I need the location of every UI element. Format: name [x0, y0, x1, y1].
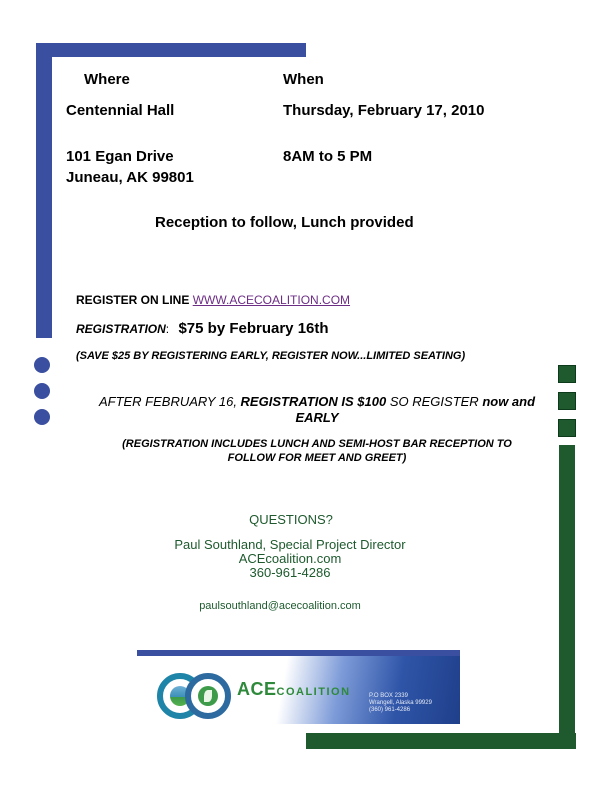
questions-heading: QUESTIONS? — [249, 512, 333, 527]
contact-name: Paul Southland, Special Project Director — [174, 537, 406, 552]
register-online-label: REGISTER ON LINE — [76, 293, 190, 307]
ace-address-line1: P.O BOX 2339 — [369, 693, 408, 699]
frame-bar-bottom — [306, 733, 576, 749]
frame-dot-2 — [34, 383, 50, 399]
where-heading: Where — [84, 71, 130, 88]
contact-email[interactable]: paulsouthland@acecoalition.com — [199, 600, 361, 612]
includes-line2: FOLLOW FOR MEET AND GREET) — [227, 452, 407, 464]
late-price: REGISTRATION IS $100 — [240, 394, 387, 409]
ace-logo-leaf-icon — [185, 673, 231, 719]
frame-bar-right — [559, 445, 575, 745]
venue-name: Centennial Hall — [66, 102, 175, 119]
late-part5: EARLY — [295, 410, 339, 425]
registration-colon: : — [165, 322, 170, 336]
ace-logo-address — [369, 693, 432, 714]
ace-logo-sub: COALITION — [276, 686, 351, 698]
frame-dot-3 — [34, 409, 50, 425]
reception-note: Reception to follow, Lunch provided — [155, 214, 414, 231]
venue-city: Juneau, AK 99801 — [66, 169, 194, 186]
venue-street: 101 Egan Drive — [66, 148, 174, 165]
event-time: 8AM to 5 PM — [283, 148, 373, 165]
contact-phone: 360-961-4286 — [249, 565, 331, 580]
contact-website: ACEcoalition.com — [238, 551, 342, 566]
register-online-line — [76, 293, 350, 307]
frame-square-1 — [558, 365, 576, 383]
registration-price-line — [76, 320, 329, 337]
contact-block — [120, 538, 460, 580]
late-part1: AFTER FEBRUARY 16, — [98, 394, 241, 409]
ace-address-line3: (360) 961-4286 — [369, 707, 411, 713]
ace-coalition-banner — [137, 650, 460, 724]
register-website-link[interactable]: WWW.ACECOALITION.COM — [192, 293, 351, 307]
when-heading: When — [283, 71, 324, 88]
frame-bar-top — [36, 43, 306, 57]
registration-label: REGISTRATION — [76, 322, 166, 336]
ace-logo-wordmark — [237, 679, 351, 700]
event-date: Thursday, February 17, 2010 — [283, 102, 485, 119]
ace-address-line2: Wrangell, Alaska 99929 — [369, 700, 432, 706]
late-part4: now and — [482, 394, 536, 409]
registration-price: $75 by February 16th — [178, 320, 329, 337]
late-part3: SO REGISTER — [386, 394, 483, 409]
includes-line1: (REGISTRATION INCLUDES LUNCH AND SEMI-HOST BAR RECEPTION TO — [122, 438, 512, 450]
frame-bar-left — [36, 43, 52, 338]
ace-logo-main: ACE — [237, 679, 277, 699]
late-registration-note — [62, 394, 572, 426]
registration-includes-note — [62, 437, 572, 465]
save-note: (SAVE $25 BY REGISTERING EARLY, REGISTER NOW...LIMITED SEATING) — [76, 350, 466, 362]
frame-dot-1 — [34, 357, 50, 373]
